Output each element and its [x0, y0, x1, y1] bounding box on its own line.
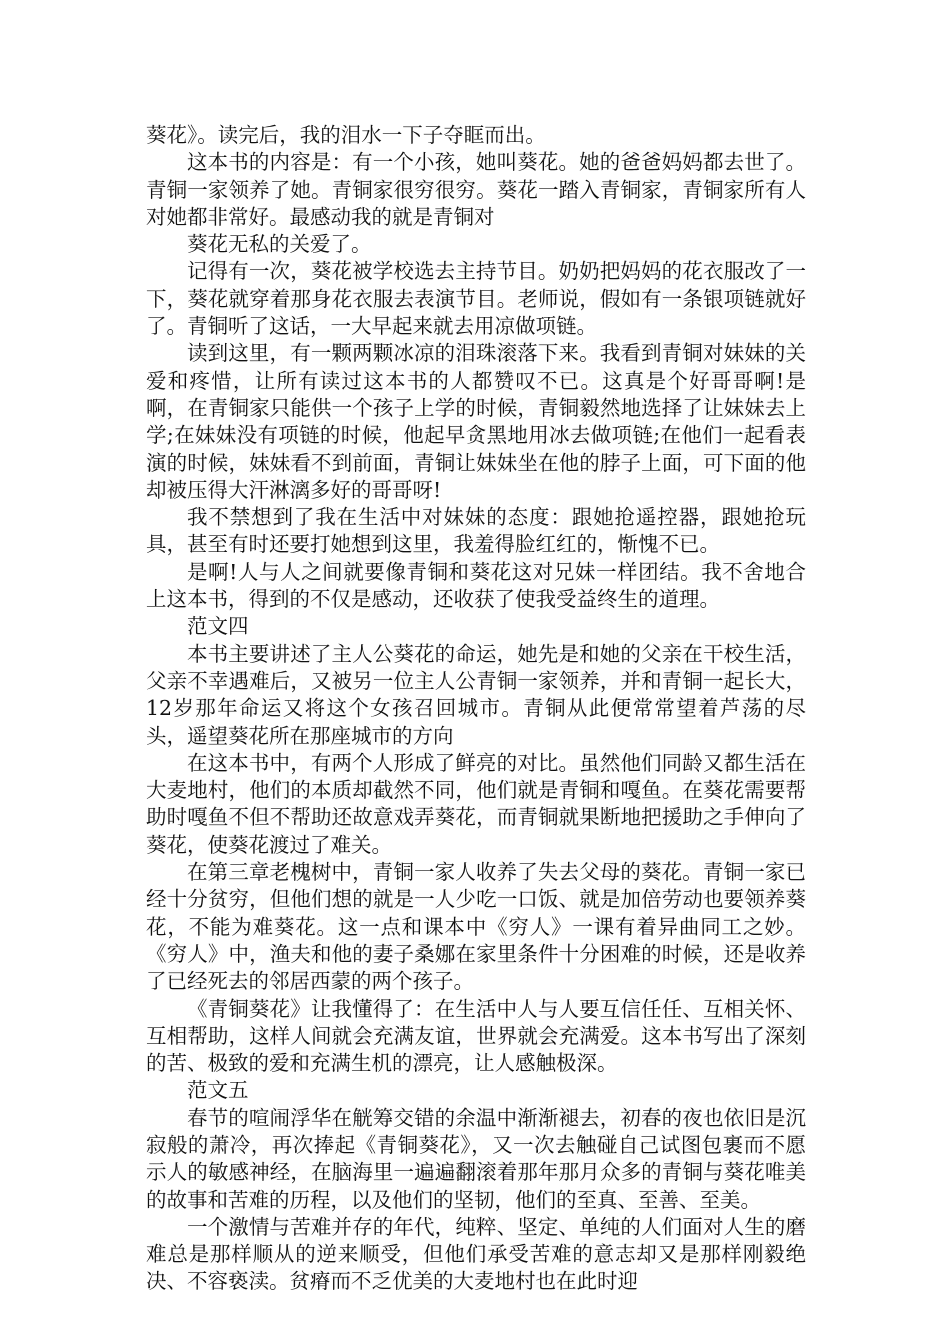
paragraph: 一个激情与苦难并存的年代，纯粹、坚定、单纯的人们面对人生的磨难总是那样顺从的逆来顺受，但他们承受苦难的意志却又是那样刚毅绝决、不容亵渎。贫瘠而不乏优美的大麦地村也在此时迎	[146, 1214, 806, 1294]
paragraph: 春节的喧闹浮华在觥筹交错的余温中渐渐褪去，初春的夜也依旧是沉寂般的萧冷，再次捧起《青铜葵花》，又一次去触碰自己试图包裹而不愿示人的敏感神经，在脑海里一遍遍翻滚着那年那月众多的青铜与葵花唯美的故事和苦难的历程，以及他们的坚韧，他们的至真、至善、至美。	[146, 1105, 806, 1212]
paragraph: 读到这里，有一颗两颗冰凉的泪珠滚落下来。我看到青铜对妹妹的关爱和疼惜，让所有读过这本书的人都赞叹不已。这真是个好哥哥啊!是啊，在青铜家只能供一个孩子上学的时候，青铜毅然地选择了让妹妹去上学;在妹妹没有项链的时候，他起早贪黑地用冰去做项链;在他们一起看表演的时候，妹妹看不到前面，青铜让妹妹坐在他的脖子上面，可下面的他却被压得大汗淋漓多好的哥哥呀!	[146, 341, 806, 502]
paragraph: 在这本书中，有两个人形成了鲜亮的对比。虽然他们同龄又都生活在大麦地村，他们的本质却截然不同，他们就是青铜和嘎鱼。在葵花需要帮助时嘎鱼不但不帮助还故意戏弄葵花，而青铜就果断地把援助之手伸向了葵花，使葵花渡过了难关。	[146, 750, 806, 857]
paragraph: 葵花》。读完后，我的泪水一下子夺眶而出。	[146, 123, 546, 147]
paragraph: 在第三章老槐树中，青铜一家人收养了失去父母的葵花。青铜一家已经十分贫穷，但他们想的就是一人少吃一口饭、就是加倍劳动也要领养葵花，不能为难葵花。这一点和课本中《穷人》一课有着异曲同工之妙。《穷人》中，渔夫和他的妻子桑娜在家里条件十分困难的时候，还是收养了已经死去的邻居西蒙的两个孩子。	[146, 860, 806, 994]
body-text	[146, 122, 806, 1296]
paragraph: 本书主要讲述了主人公葵花的命运，她先是和她的父亲在干校生活，父亲不幸遇难后，又被另一位主人公青铜一家领养，并和青铜一起长大，12岁那年命运又将这个女孩召回城市。青铜从此便常常望着芦荡的尽头，遥望葵花所在那座城市的方向	[146, 641, 806, 748]
section-heading: 范文五	[187, 1078, 249, 1103]
paragraph: 《青铜葵花》让我懂得了：在生活中人与人要互信任任、互相关怀、互相帮助，这样人间就会充满友谊，世界就会充满爱。这本书写出了深刻的苦、极致的爱和充满生机的漂亮，让人感触极深。	[146, 996, 806, 1076]
paragraph: 葵花无私的关爱了。	[187, 232, 372, 257]
paragraph: 是啊!人与人之间就要像青铜和葵花这对兄妹一样团结。我不舍地合上这本书，得到的不仅是感动，还收获了使我受益终生的道理。	[146, 559, 806, 612]
paragraph: 我不禁想到了我在生活中对妹妹的态度：跟她抢遥控器，跟她抢玩具，甚至有时还要打她想到这里，我羞得脸红红的，惭愧不已。	[146, 505, 806, 557]
section-heading: 范文四	[187, 614, 249, 639]
paragraph: 记得有一次，葵花被学校选去主持节目。奶奶把妈妈的花衣服改了一下，葵花就穿着那身花衣服去表演节目。老师说，假如有一条银项链就好了。青铜听了这话，一大早起来就去用凉做项链。	[146, 259, 806, 339]
paragraph: 这本书的内容是：有一个小孩，她叫葵花。她的爸爸妈妈都去世了。青铜一家领养了她。青铜家很穷很穷。葵花一踏入青铜家，青铜家所有人对她都非常好。最感动我的就是青铜对	[146, 150, 806, 229]
